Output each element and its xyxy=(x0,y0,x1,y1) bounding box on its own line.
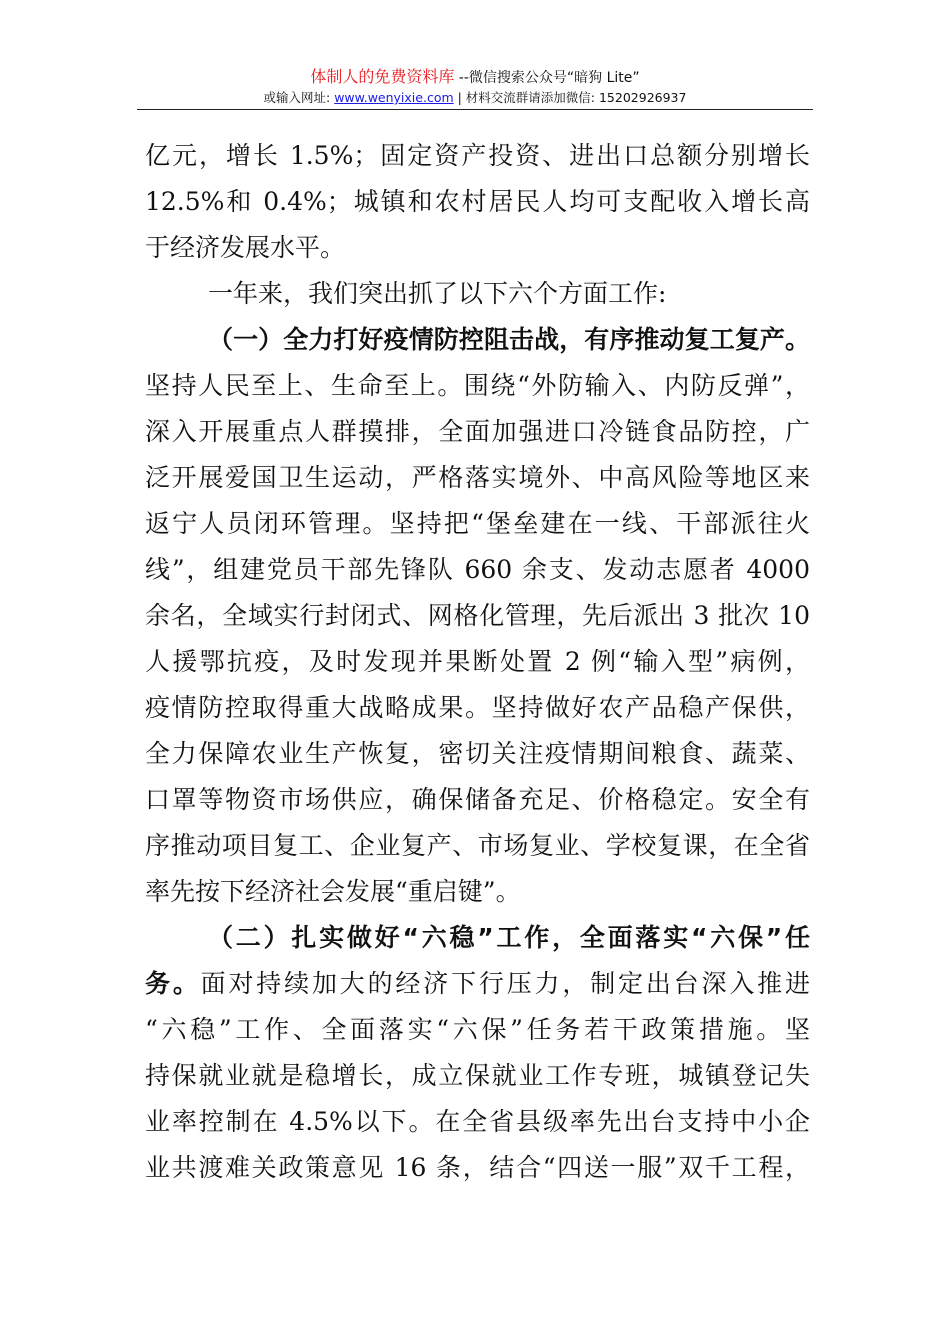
text-line: 人援鄂抗疫，及时发现并果断处置 2 例“输入型”病例， xyxy=(145,647,810,676)
text-line: 深入开展重点人群摸排，全面加强进口冷链食品防控，广 xyxy=(145,417,810,446)
text-line: 序推动项目复工、企业复产、市场复业、学校复课，在全省 xyxy=(145,831,810,860)
section-heading-1: （一）全力打好疫情防控阻击战，有序推动复工复产。 xyxy=(208,325,810,354)
paragraph-intro: 一年来，我们突出抓了以下六个方面工作: xyxy=(208,279,667,308)
section-heading-2: （二）扎实做好“六稳”工作，全面落实“六保”任 xyxy=(208,923,810,952)
header-brand-suffix: --微信搜索公众号“暗狗 Lite” xyxy=(454,70,640,86)
text-line: 全力保障农业生产恢复，密切关注疫情期间粮食、蔬菜、 xyxy=(145,739,810,768)
header-title-line xyxy=(137,68,813,87)
document-body xyxy=(145,133,810,1191)
header-brand: 体制人的免费资料库 xyxy=(310,67,455,86)
text-line: 线”，组建党员干部先锋队 660 余支、发动志愿者 4000 xyxy=(145,555,810,584)
text-line: 泛开展爱国卫生运动，严格落实境外、中高风险等地区来 xyxy=(145,463,810,492)
text-line: 余名，全域实行封闭式、网格化管理，先后派出 3 批次 10 xyxy=(145,601,810,630)
text-line: 坚持人民至上、生命至上。围绕“外防输入、内防反弹”， xyxy=(145,371,810,400)
header-divider xyxy=(137,109,813,110)
text-line: 疫情防控取得重大战略成果。坚持做好农产品稳产保供， xyxy=(145,693,810,722)
text-line: “六稳”工作、全面落实“六保”任务若干政策措施。坚 xyxy=(145,1015,810,1044)
text-line: 持保就业就是稳增长，成立保就业工作专班，城镇登记失 xyxy=(145,1061,810,1090)
header-contact-text: | 材料交流群请添加微信: 15202926937 xyxy=(453,90,687,105)
header-website-link[interactable]: www.wenyixie.com xyxy=(334,90,454,105)
text-line: 业率控制在 4.5%以下。在全省县级率先出台支持中小企 xyxy=(145,1107,810,1136)
text-line: 率先按下经济社会发展“重启键”。 xyxy=(145,877,521,906)
text-line: 务。面对持续加大的经济下行压力，制定出台深入推进 xyxy=(145,969,810,998)
text-line: 亿元，增长 1.5%；固定资产投资、进出口总额分别增长 xyxy=(145,141,810,170)
text-line: 12.5%和 0.4%；城镇和农村居民人均可支配收入增长高 xyxy=(145,187,810,216)
header-info-line xyxy=(137,89,813,107)
text-line: 返宁人员闭环管理。坚持把“堡垒建在一线、干部派往火 xyxy=(145,509,810,538)
page-header xyxy=(137,68,813,107)
text-line: 口罩等物资市场供应，确保储备充足、价格稳定。安全有 xyxy=(145,785,810,814)
text-line: 于经济发展水平。 xyxy=(145,233,346,262)
header-url-label: 或输入网址: xyxy=(263,90,335,105)
text-line: 业共渡难关政策意见 16 条，结合“四送一服”双千工程， xyxy=(145,1153,810,1182)
